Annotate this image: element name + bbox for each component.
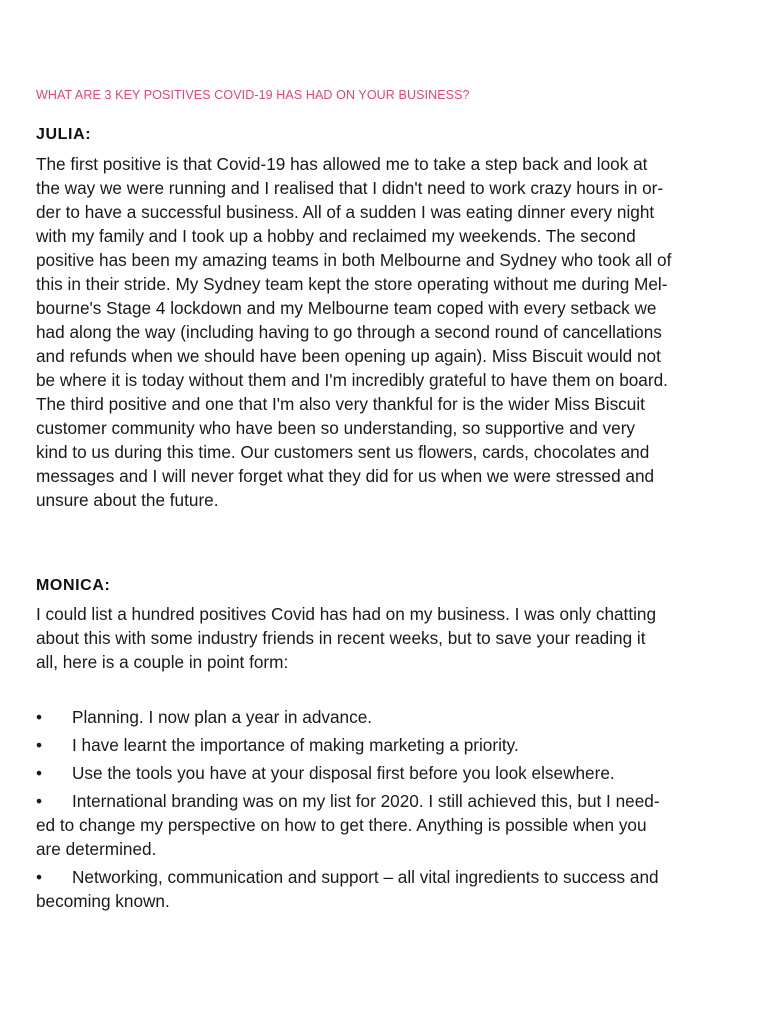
text-line: be where it is today without them and I'm incredibly grateful to have them on board. (36, 370, 668, 390)
bullet-line (36, 789, 736, 813)
bullet-dot-icon: • (36, 735, 43, 755)
interview-question: WHAT ARE 3 KEY POSITIVES COVID-19 HAS HAD ON YOUR BUSINESS? (36, 88, 470, 102)
speaker-name-monica: MONICA: (36, 577, 111, 594)
text-line: der to have a successful business. All of a sudden I was eating dinner every night (36, 202, 655, 222)
text-line: positive has been my amazing teams in both Melbourne and Sydney who took all of (36, 250, 672, 270)
bullet-text: Use the tools you have at your disposal first before you look elsewhere. (72, 763, 615, 783)
bullet-dot-icon: • (36, 791, 43, 811)
julia-answer (36, 152, 671, 512)
bullet-line (36, 761, 736, 785)
bullet-text: Networking, communication and support – all vital ingredients to success and (72, 867, 659, 887)
bullet-item (36, 733, 736, 757)
speaker-name-julia: JULIA: (36, 126, 92, 143)
text-line: messages and I will never forget what they did for us when we were stressed and (36, 466, 655, 486)
monica-bullet-list (36, 705, 736, 917)
bullet-item (36, 705, 736, 729)
text-line: and refunds when we should have been opening up again). Miss Biscuit would not (36, 346, 661, 366)
text-line: the way we were running and I realised that I didn't need to work crazy hours in or- (36, 178, 664, 198)
bullet-text: International branding was on my list for 2020. I still achieved this, but I need- (72, 791, 660, 811)
text-line: all, here is a couple in point form: (36, 652, 289, 672)
text-line: about this with some industry friends in recent weeks, but to save your reading it (36, 628, 646, 648)
text-line: bourne's Stage 4 lockdown and my Melbourne team coped with every setback we (36, 298, 657, 318)
bullet-item (36, 789, 736, 861)
bullet-text: Planning. I now plan a year in advance. (72, 707, 373, 727)
bullet-text: I have learnt the importance of making marketing a priority. (72, 735, 519, 755)
bullet-dot-icon: • (36, 763, 43, 783)
bullet-line (36, 705, 736, 729)
bullet-item (36, 761, 736, 785)
bullet-line: are determined. (36, 839, 157, 859)
bullet-item (36, 865, 736, 913)
text-line: unsure about the future. (36, 490, 219, 510)
text-line: this in their stride. My Sydney team kept the store operating without me during Mel- (36, 274, 668, 294)
bullet-dot-icon: • (36, 867, 43, 887)
text-line: The third positive and one that I'm also very thankful for is the wider Miss Biscuit (36, 394, 645, 414)
text-line: with my family and I took up a hobby and reclaimed my weekends. The second (36, 226, 636, 246)
text-line: I could list a hundred positives Covid has had on my business. I was only chatting (36, 604, 657, 624)
bullet-line: becoming known. (36, 891, 170, 911)
bullet-line: ed to change my perspective on how to get there. Anything is possible when you (36, 815, 647, 835)
bullet-line (36, 865, 736, 889)
text-line: customer community who have been so understanding, so supportive and very (36, 418, 636, 438)
monica-answer (36, 602, 656, 674)
bullet-dot-icon: • (36, 707, 43, 727)
bullet-line (36, 733, 736, 757)
text-line: kind to us during this time. Our customers sent us flowers, cards, chocolates and (36, 442, 650, 462)
text-line: had along the way (including having to go through a second round of cancellations (36, 322, 662, 342)
text-line: The first positive is that Covid-19 has allowed me to take a step back and look at (36, 154, 648, 174)
